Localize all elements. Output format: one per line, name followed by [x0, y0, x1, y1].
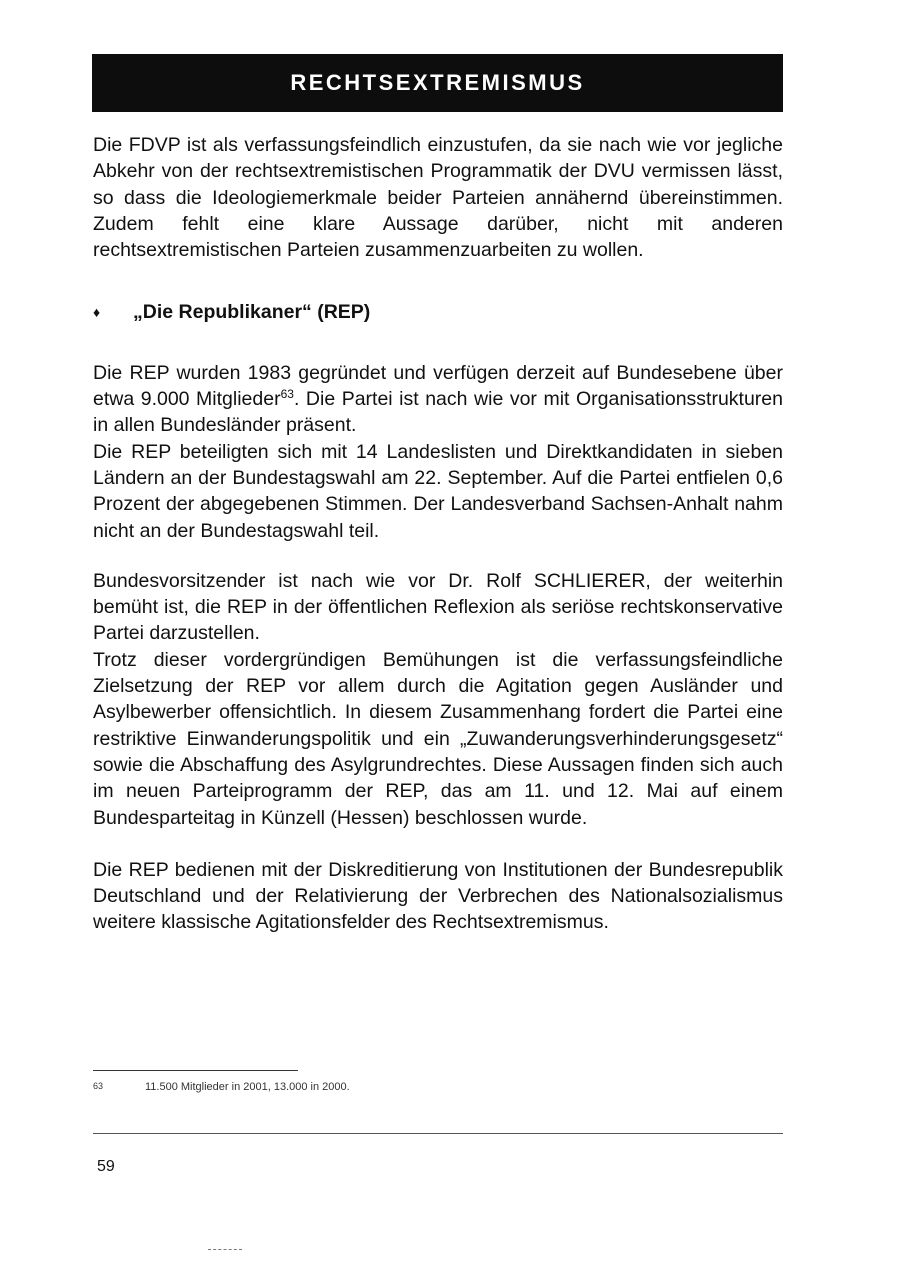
footnote: [93, 1081, 350, 1093]
paragraph-rep-agitation: Trotz dieser vordergründigen Bemühungen ist die verfassungsfeindliche Zielsetzung der REP vor allem durch die Agitation gegen Ausländer und Asylbewerber offensichtlich. In diesem Zusammenhang fordert die Partei eine restriktive Einwanderungspolitik und ein „Zuwanderungsverhinderungsgesetz“ sowie die Abschaffung des Asylgrundrechtes. Diese Aussagen finden sich auch im neuen Parteiprogramm der REP, das am 11. und 12. Mai auf einem Bundesparteitag in Künzell (Hessen) beschlossen wurde.: [93, 648, 783, 829]
paragraph-rep-founding-text-end: . Die Partei ist nach wie vor mit Organisationsstrukturen in allen Bundesländer präsent.: [93, 388, 783, 437]
page-number: 59: [97, 1158, 115, 1175]
footnote-divider: [93, 1070, 298, 1071]
paragraph-rep-election: Die REP beteiligten sich mit 14 Landeslisten und Direktkandidaten in sieben Ländern an der Bundestagswahl am 22. September. Auf die Partei entfielen 0,6 Prozent der abgegebenen Stimmen. Der Landesverband Sachsen-Anhalt nahm nicht an der Bundestagswahl teil.: [93, 440, 783, 542]
section-title: „Die Republikaner“ (REP): [133, 301, 371, 324]
diamond-bullet-icon: ♦: [93, 304, 101, 321]
paragraph-rep-discrediting: Die REP bedienen mit der Diskreditierung von Institutionen der Bundesrepublik Deutschland und der Relativierung der Verbrechen des Nationalsozialismus weitere klassische Agitationsfelder des Rechtsextremismus.: [93, 858, 783, 934]
scan-artifact: [208, 1249, 242, 1250]
chapter-header: [92, 54, 783, 112]
footnote-reference: 63: [280, 387, 294, 402]
footnote-text: 11.500 Mitglieder in 2001, 13.000 in 2000.: [145, 1081, 350, 1093]
page-body: [93, 132, 783, 936]
chapter-title: RECHTSEXTREMISMUS: [290, 70, 585, 95]
page-divider: [93, 1133, 783, 1134]
footnote-number: 63: [93, 1081, 104, 1091]
paragraph-rep-founding: [93, 360, 783, 439]
paragraph-rep-founding-text: Die REP wurden 1983 gegründet und verfügen derzeit auf Bundesebene über etwa 9.000 Mitglieder: [93, 361, 783, 411]
paragraph-fdvp: Die FDVP ist als verfassungsfeindlich einzustufen, da sie nach wie vor jegliche Abkehr von der rechtsextremistischen Programmatik der DVU vermissen lässt, so dass die Ideologiemerkmale beider Parteien annähernd übereinstimmen. Zudem fehlt eine klare Aussage darüber, nicht mit anderen rechtsextremistischen Parteien zusammenzuarbeiten zu wollen.: [93, 134, 783, 262]
section-heading-rep: [93, 299, 783, 325]
paragraph-rep-chairman: Bundesvorsitzender ist nach wie vor Dr. Rolf SCHLIERER, der weiterhin bemüht ist, die REP in der öffentlichen Reflexion als seriöse rechtskonservative Partei darzustellen.: [93, 569, 783, 645]
